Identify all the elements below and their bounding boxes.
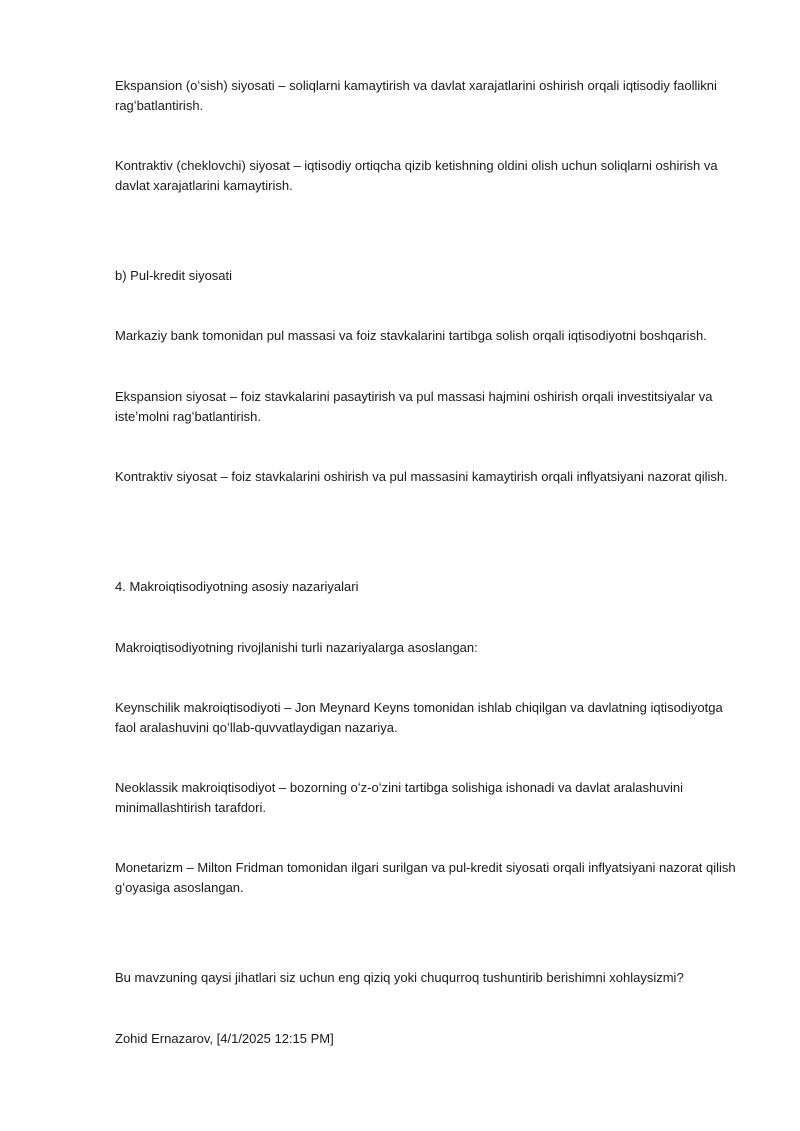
paragraph-theories-intro: Makroiqtisodiyotning rivojlanishi turli nazariyalarga asoslangan: xyxy=(115,640,478,655)
paragraph-contractive-monetary: Kontraktiv siyosat – foiz stavkalarini oshirish va pul massasini kamaytirish orqali inflyatsiyani nazorat qilish. xyxy=(115,469,728,484)
paragraph-expansion-fiscal: Ekspansion (oʻsish) siyosati – soliqlarni kamaytirish va davlat xarajatlarini oshirish orqali iqtisodiy faollikni ragʻbatlantirish. xyxy=(115,78,717,113)
paragraph-expansion-monetary: Ekspansion siyosat – foiz stavkalarini pasaytirish va pul massasi hajmini oshirish orqali investitsiyalar va isteʼmolni ragʻbatlantirish. xyxy=(115,389,713,424)
paragraph-question: Bu mavzuning qaysi jihatlari siz uchun eng qiziq yoki chuqurroq tushuntirib berishimni xohlaysizmi? xyxy=(115,970,684,985)
section-heading-monetary-policy: b) Pul-kredit siyosati xyxy=(115,268,233,283)
paragraph-monetarism: Monetarizm – Milton Fridman tomonidan ilgari surilgan va pul-kredit siyosati orqali inflyatsiyani nazorat qilish gʻoyasiga asoslangan. xyxy=(115,860,736,895)
paragraph-central-bank: Markaziy bank tomonidan pul massasi va foiz stavkalarini tartibga solish orqali iqtisodiyotni boshqarish. xyxy=(115,328,707,343)
section-heading-theories: 4. Makroiqtisodiyotning asosiy nazariyalari xyxy=(115,579,359,594)
paragraph-keynesian: Keynschilik makroiqtisodiyoti – Jon Meynard Keyns tomonidan ishlab chiqilgan va davlatning iqtisodiyotga faol aralashuvini qoʻllab-quvvatlaydigan nazariya. xyxy=(115,700,723,735)
message-author-timestamp: Zohid Ernazarov, [4/1/2025 12:15 PM] xyxy=(115,1031,334,1046)
paragraph-contractive-fiscal: Kontraktiv (cheklovchi) siyosat – iqtisodiy ortiqcha qizib ketishning oldini olish uchun soliqlarni oshirish va davlat xarajatlarini kamaytirish. xyxy=(115,158,718,193)
paragraph-neoclassical: Neoklassik makroiqtisodiyot – bozorning oʻz-oʻzini tartibga solishiga ishonadi va davlat aralashuvini minimallashtirish tarafdori. xyxy=(115,780,683,815)
